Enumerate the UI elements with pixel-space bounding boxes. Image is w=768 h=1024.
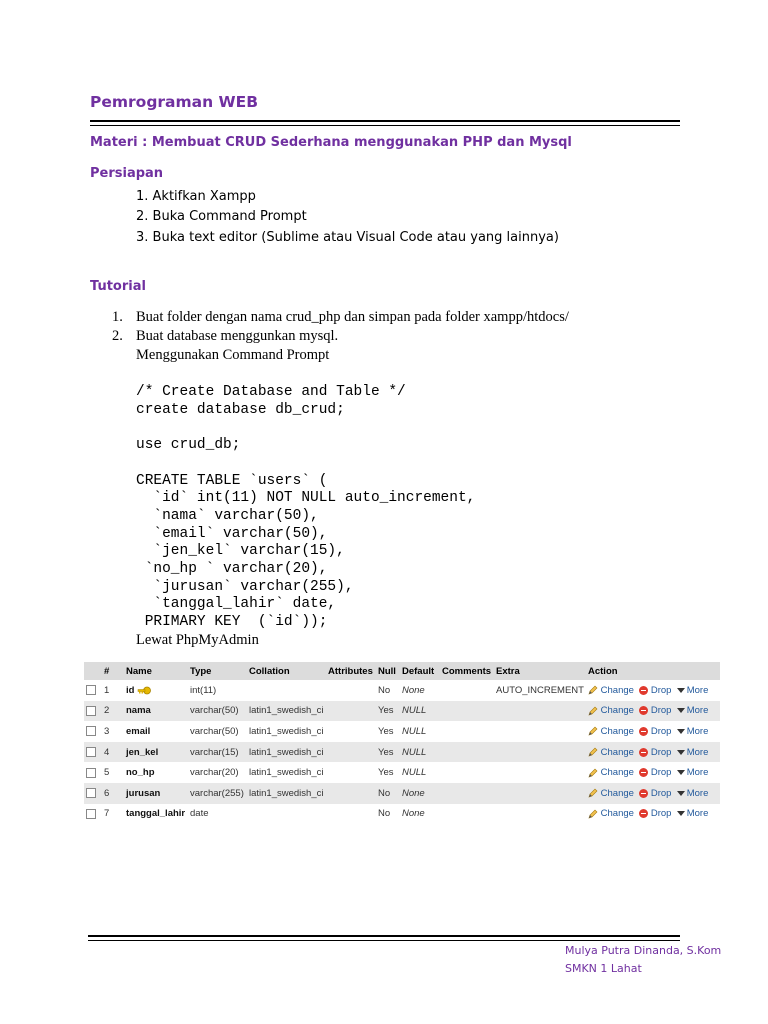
field-comments (440, 701, 494, 722)
field-name[interactable]: no_hp (126, 767, 155, 779)
header-type: Type (188, 662, 247, 680)
change-link[interactable]: Change (600, 684, 634, 696)
field-name[interactable]: jurusan (126, 787, 161, 799)
persiapan-item: 2. Buka Command Prompt (136, 209, 307, 225)
chevron-down-icon (677, 791, 685, 796)
field-null: Yes (378, 725, 394, 737)
field-actions (586, 680, 720, 701)
primary-key-icon (137, 686, 151, 695)
row-num: 2 (102, 701, 124, 722)
field-name-cell (124, 721, 188, 742)
more-action[interactable] (677, 726, 709, 737)
field-extra (494, 762, 586, 783)
phpmyadmin-label: Lewat PhpMyAdmin (136, 632, 259, 648)
drop-icon (639, 686, 648, 695)
pencil-icon (588, 747, 598, 757)
field-collation (247, 804, 326, 825)
more-action[interactable] (677, 788, 709, 799)
chevron-down-icon (677, 811, 685, 816)
change-action[interactable] (588, 685, 634, 696)
row-checkbox[interactable] (86, 809, 96, 819)
field-type: varchar(15) (188, 742, 247, 763)
change-link[interactable]: Change (600, 725, 634, 737)
drop-icon (639, 809, 648, 818)
pencil-icon (588, 685, 598, 695)
row-checkbox-cell (84, 783, 102, 804)
header-checkbox-col (84, 662, 102, 680)
phpmyadmin-structure-table (84, 662, 720, 824)
more-action[interactable] (677, 808, 709, 819)
field-type: varchar(50) (190, 725, 239, 737)
pencil-icon (588, 788, 598, 798)
header-collation: Collation (247, 662, 326, 680)
field-comments (440, 783, 494, 804)
header-num: # (102, 662, 124, 680)
row-checkbox[interactable] (86, 685, 96, 695)
header-default: Default (400, 662, 440, 680)
field-type: varchar(20) (190, 767, 239, 779)
field-name-cell (124, 762, 188, 783)
row-checkbox[interactable] (86, 706, 96, 716)
drop-icon (639, 706, 648, 715)
field-extra (494, 742, 586, 763)
footer-rule-top (88, 935, 680, 937)
field-attributes (326, 762, 376, 783)
footer-school: SMKN 1 Lahat (565, 962, 642, 975)
more-action[interactable] (677, 705, 709, 716)
field-null: Yes (376, 742, 400, 763)
field-collation: latin1_swedish_ci (249, 725, 324, 737)
field-name[interactable]: nama (126, 705, 151, 717)
field-comments (440, 721, 494, 742)
field-null: No (376, 804, 400, 825)
table-row (84, 783, 720, 804)
chevron-down-icon (677, 770, 685, 775)
more-link[interactable]: More (686, 787, 709, 799)
more-action[interactable] (677, 767, 709, 778)
row-checkbox[interactable] (86, 788, 96, 798)
drop-link[interactable]: Drop (650, 705, 672, 717)
header-rule-top (90, 120, 680, 122)
change-link[interactable]: Change (600, 746, 634, 758)
row-num: 7 (102, 804, 124, 825)
field-actions (586, 701, 720, 722)
row-num: 6 (102, 783, 124, 804)
change-link[interactable]: Change (600, 767, 634, 779)
header-name[interactable]: Name (124, 662, 188, 680)
table-row (84, 680, 720, 701)
more-link[interactable]: More (686, 725, 709, 737)
field-collation: latin1_swedish_ci (247, 783, 326, 804)
persiapan-item: 3. Buka text editor (Sublime atau Visual Code atau yang lainnya) (136, 229, 559, 245)
field-actions (586, 762, 720, 783)
field-attributes (326, 721, 376, 742)
drop-link[interactable]: Drop (650, 787, 672, 799)
change-action[interactable] (588, 726, 634, 737)
field-extra: AUTO_INCREMENT (496, 684, 584, 696)
more-link[interactable]: More (686, 705, 709, 717)
step-number: 1. (112, 309, 123, 325)
field-default: NULL (400, 701, 440, 722)
drop-action[interactable] (639, 726, 671, 737)
row-checkbox[interactable] (86, 726, 96, 736)
footer-author: Mulya Putra Dinanda, S.Kom (565, 944, 722, 957)
row-checkbox-cell (84, 804, 102, 825)
row-checkbox-cell (84, 742, 102, 763)
table-row (84, 762, 720, 783)
drop-action[interactable] (639, 685, 671, 696)
change-action[interactable] (588, 747, 634, 758)
row-num: 3 (104, 725, 110, 737)
drop-action[interactable] (639, 808, 671, 819)
change-link[interactable]: Change (600, 705, 634, 717)
drop-link[interactable]: Drop (650, 808, 672, 820)
field-comments (440, 762, 494, 783)
change-action[interactable] (588, 705, 634, 716)
field-default: NULL (402, 767, 427, 779)
table-row (84, 804, 720, 825)
header-action: Action (586, 662, 720, 680)
document-title: Pemrograman WEB (90, 93, 259, 111)
footer-rule-bottom (88, 940, 680, 941)
field-type: varchar(255) (188, 783, 247, 804)
drop-action[interactable] (639, 767, 671, 778)
pencil-icon (588, 768, 598, 778)
pencil-icon (588, 726, 598, 736)
drop-icon (639, 789, 648, 798)
persiapan-list (136, 187, 559, 248)
chevron-down-icon (677, 708, 685, 713)
field-comments (440, 680, 494, 701)
field-name-cell (124, 742, 188, 763)
tutorial-heading: Tutorial (90, 279, 146, 294)
change-action[interactable] (588, 808, 634, 819)
row-checkbox-cell (84, 701, 102, 722)
drop-icon (639, 748, 648, 757)
drop-action[interactable] (639, 705, 671, 716)
field-name[interactable]: tanggal_lahir (126, 808, 186, 820)
sql-code-block: /* Create Database and Table */ create database db_crud; use crud_db; CREATE TABLE `users` ( `id` int(11) NOT NULL auto_increment, `nama` varchar(50), `email` varchar(50), `jen_kel` varchar(15), `no_hp ` varchar(20), `jurusan` varchar(255), `tanggal_lahir` date, PRIMARY KEY (`id`)); (136, 384, 476, 631)
field-attributes (326, 783, 376, 804)
chevron-down-icon (677, 688, 685, 693)
persiapan-item: 1. Aktifkan Xampp (136, 189, 256, 204)
field-extra (494, 804, 586, 825)
drop-link[interactable]: Drop (650, 684, 672, 696)
field-attributes (326, 804, 376, 825)
chevron-down-icon (677, 750, 685, 755)
field-null: Yes (376, 701, 400, 722)
header-null: Null (376, 662, 400, 680)
command-prompt-label: Menggunakan Command Prompt (136, 347, 330, 363)
drop-link[interactable]: Drop (650, 725, 672, 737)
field-name-cell (124, 783, 188, 804)
row-checkbox-cell (84, 680, 102, 701)
row-checkbox-cell (84, 721, 102, 742)
header-rule-bottom (90, 125, 680, 126)
drop-icon (639, 768, 648, 777)
row-num: 4 (102, 742, 124, 763)
drop-action[interactable] (639, 747, 671, 758)
step-text: Buat database menggunkan mysql. (136, 328, 339, 344)
field-extra (494, 701, 586, 722)
field-null: No (378, 684, 391, 696)
drop-link[interactable]: Drop (650, 746, 672, 758)
change-action[interactable] (588, 788, 634, 799)
field-comments (440, 804, 494, 825)
pencil-icon (588, 809, 598, 819)
field-collation: latin1_swedish_ci (247, 742, 326, 763)
table-row (84, 701, 720, 722)
field-type: date (188, 804, 247, 825)
chevron-down-icon (677, 729, 685, 734)
row-checkbox[interactable] (86, 747, 96, 757)
field-default: None (400, 783, 440, 804)
header-attributes: Attributes (326, 662, 376, 680)
field-name-cell (124, 680, 188, 701)
field-name-cell (124, 804, 188, 825)
persiapan-heading: Persiapan (90, 166, 164, 181)
materi-heading: Materi : Membuat CRUD Sederhana menggunakan PHP dan Mysql (90, 135, 572, 150)
drop-link[interactable]: Drop (650, 767, 672, 779)
table-row (84, 742, 720, 763)
field-comments (440, 742, 494, 763)
field-name[interactable]: jen_kel (126, 746, 159, 758)
more-link[interactable]: More (686, 746, 709, 758)
field-attributes (326, 742, 376, 763)
field-attributes (326, 701, 376, 722)
field-collation (247, 680, 326, 701)
pencil-icon (588, 706, 598, 716)
table-row (84, 721, 720, 742)
field-name[interactable]: email (126, 725, 151, 737)
field-extra (494, 783, 586, 804)
more-action[interactable] (677, 747, 709, 758)
field-actions (586, 804, 720, 825)
row-checkbox-cell (84, 762, 102, 783)
field-attributes (326, 680, 376, 701)
field-name[interactable]: id (126, 684, 135, 696)
field-null: No (376, 783, 400, 804)
table-header-row (84, 662, 720, 680)
drop-icon (639, 727, 648, 736)
row-checkbox[interactable] (86, 768, 96, 778)
field-extra (494, 721, 586, 742)
row-num: 5 (104, 767, 110, 779)
change-action[interactable] (588, 767, 634, 778)
change-link[interactable]: Change (600, 808, 634, 820)
row-num: 1 (104, 684, 110, 696)
field-type: int(11) (190, 684, 217, 696)
drop-action[interactable] (639, 788, 671, 799)
field-default: None (400, 804, 440, 825)
more-link[interactable]: More (686, 808, 709, 820)
header-comments: Comments (440, 662, 494, 680)
field-name-cell (124, 701, 188, 722)
step-number: 2. (112, 328, 123, 344)
field-collation: latin1_swedish_ci (247, 701, 326, 722)
header-extra: Extra (494, 662, 586, 680)
step-text: Buat folder dengan nama crud_php dan simpan pada folder xampp/htdocs/ (136, 309, 569, 325)
change-link[interactable]: Change (600, 787, 634, 799)
field-actions (586, 742, 720, 763)
field-collation: latin1_swedish_ci (249, 767, 324, 779)
more-action[interactable] (677, 685, 709, 696)
more-link[interactable]: More (686, 684, 709, 696)
more-link[interactable]: More (686, 767, 709, 779)
field-actions (586, 783, 720, 804)
field-type: varchar(50) (188, 701, 247, 722)
field-actions (586, 721, 720, 742)
field-null: Yes (378, 767, 394, 779)
field-default: NULL (400, 742, 440, 763)
field-default: NULL (402, 725, 427, 737)
field-default: None (402, 684, 425, 696)
